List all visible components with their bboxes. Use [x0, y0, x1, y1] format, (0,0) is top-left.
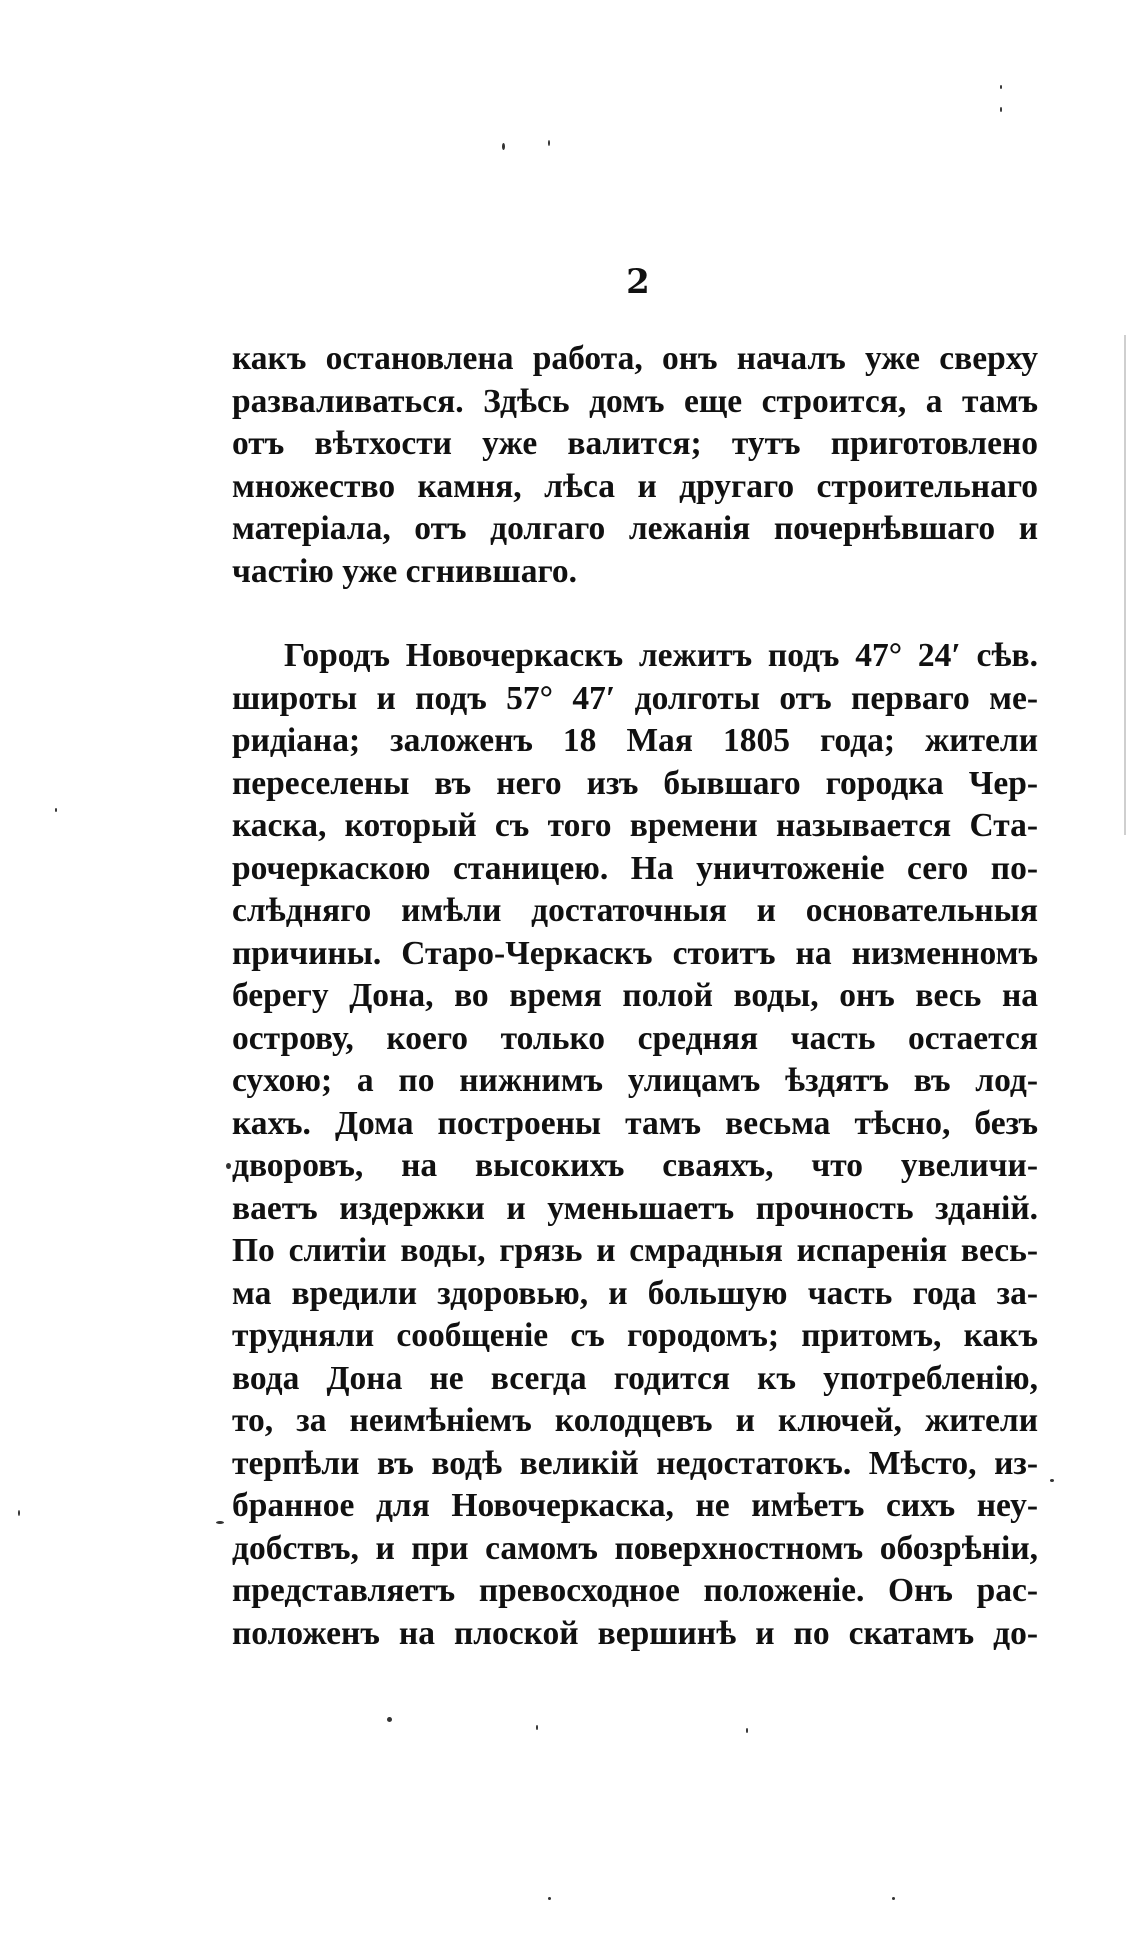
text-line: По слитіи воды, грязь и смрадныя испаренія весь-: [232, 1232, 1038, 1269]
text-line: кахъ. Дома построены тамъ весьма тѣсно, безъ: [232, 1104, 1038, 1142]
scan-speck: [536, 1725, 538, 1730]
text-line: ма вредили здоровью, и большую часть года за-: [232, 1274, 1038, 1312]
scan-speck: [746, 1728, 748, 1733]
text-line: ваетъ издержки и уменьшаетъ прочность зданій.: [232, 1189, 1038, 1227]
text-line: причины. Старо-Черкаскъ стоитъ на низменномъ: [232, 934, 1038, 972]
text-line: разваливаться. Здѣсь домъ еще строится, а тамъ: [232, 382, 1038, 420]
text-line: частію уже сгнившаго.: [232, 552, 577, 590]
text-line: трудняли сообщеніе съ городомъ; притомъ, какъ: [232, 1317, 1038, 1354]
text-line: добствъ, и при самомъ поверхностномъ обозрѣніи,: [232, 1529, 1038, 1567]
scan-speck: [387, 1717, 392, 1722]
scan-speck: [18, 1510, 20, 1516]
scan-speck: [226, 1163, 231, 1169]
scan-speck: [548, 140, 550, 146]
scan-speck: [548, 1897, 551, 1900]
text-line: ридіана; заложенъ 18 Мая 1805 года; жители: [232, 722, 1038, 759]
paragraph-1: [232, 338, 1038, 593]
text-line: вода Дона не всегда годится къ употребленію,: [232, 1359, 1038, 1397]
page-number: 2: [626, 262, 650, 302]
scan-speck: [1050, 1479, 1054, 1482]
text-line: бранное для Новочеркаска, не имѣетъ сихъ неу-: [232, 1487, 1038, 1524]
text-line: сухою; а по нижнимъ улицамъ ѣздятъ въ лод-: [232, 1062, 1038, 1099]
text-line: широты и подъ 57° 47′ долготы отъ перваго ме-: [232, 679, 1038, 717]
scan-speck: [1000, 107, 1002, 112]
text-line: матеріала, отъ долгаго лежанія почернѣвшаго и: [232, 510, 1038, 547]
scan-speck: [892, 1897, 895, 1900]
scan-margin-shadow: [1124, 335, 1126, 835]
scan-speck: [216, 1521, 224, 1524]
scan-speck: [1000, 85, 1002, 89]
text-line: переселены въ него изъ бывшаго городка Чер-: [232, 764, 1038, 802]
text-line: какъ остановлена работа, онъ началъ уже сверху: [232, 340, 1038, 377]
text-line: представляетъ превосходное положеніе. Онъ рас-: [232, 1572, 1038, 1609]
text-line: отъ вѣтхости уже валится; тутъ приготовлено: [232, 425, 1038, 462]
text-line: каска, который съ того времени называется Ста-: [232, 807, 1038, 844]
text-line: рочеркаскою станицею. На уничтоженіе сего по-: [232, 849, 1038, 887]
text-line: слѣдняго имѣли достаточныя и основательныя: [232, 892, 1038, 929]
text-line: острову, коего только средняя часть остается: [232, 1019, 1038, 1057]
text-line: положенъ на плоской вершинѣ и по скатамъ до-: [232, 1614, 1038, 1652]
text-line: то, за неимѣніемъ колодцевъ и ключей, жители: [232, 1402, 1038, 1439]
scan-speck: [55, 808, 57, 812]
text-line: Городъ Новочеркаскъ лежитъ подъ 47° 24′ сѣв.: [284, 637, 1038, 674]
text-line: множество камня, лѣса и другаго строительнаго: [232, 467, 1038, 505]
paragraph-2: [232, 635, 1038, 1655]
text-line: терпѣли въ водѣ великій недостатокъ. Мѣсто, из-: [232, 1444, 1038, 1482]
text-line: берегу Дона, во время полой воды, онъ весь на: [232, 977, 1038, 1014]
scan-speck: [502, 143, 505, 150]
text-line: дворовъ, на высокихъ сваяхъ, что увеличи-: [232, 1147, 1038, 1184]
